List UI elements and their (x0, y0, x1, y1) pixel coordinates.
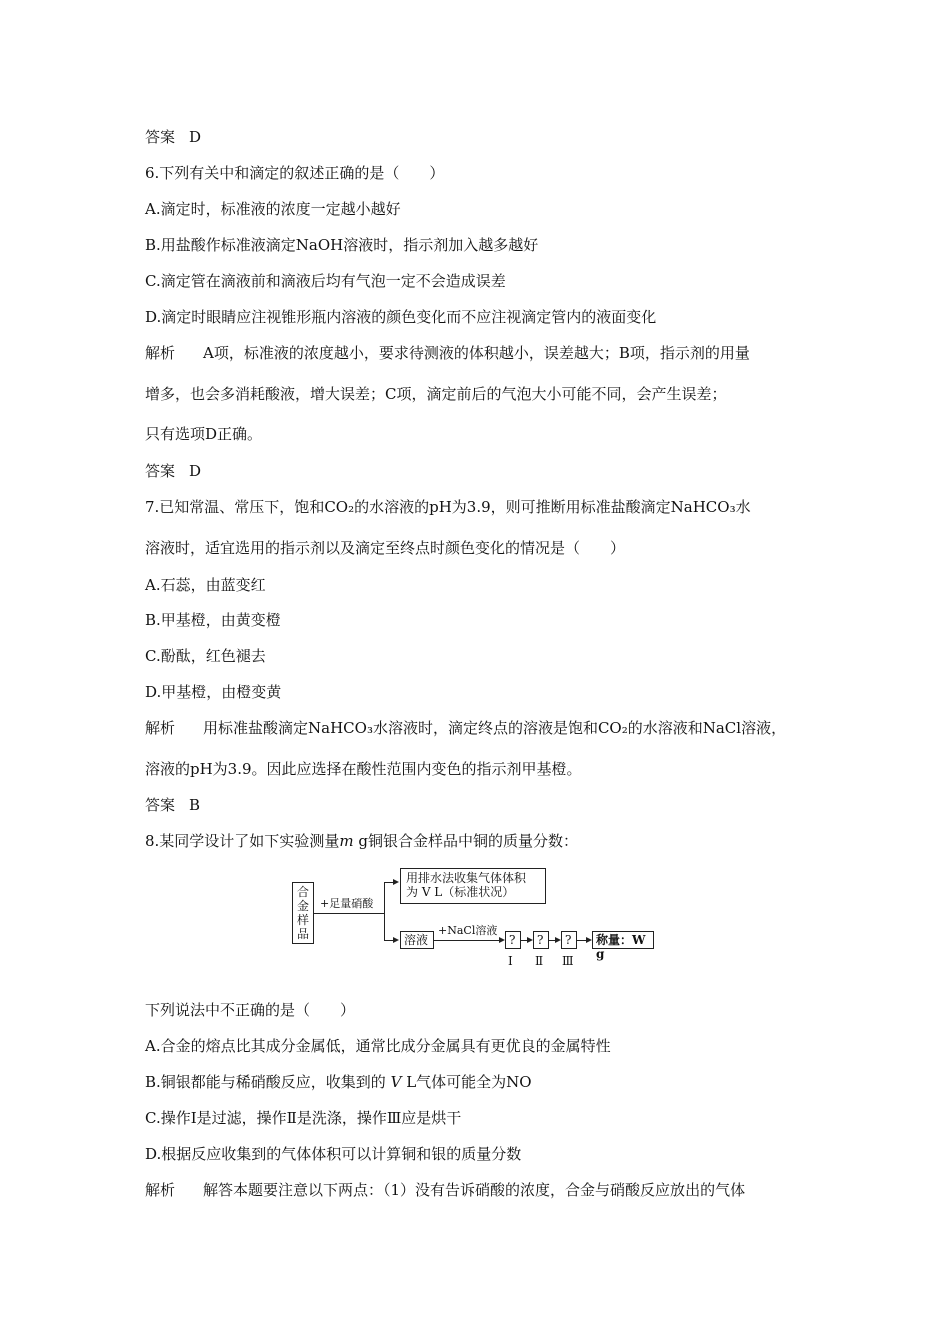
q6-stem: 6.下列有关中和滴定的叙述正确的是（ ） (145, 164, 445, 182)
q7-analysis-line-2: 溶液的pH为3.9。因此应选择在酸性范围内变色的指示剂甲基橙。 (145, 760, 582, 778)
analysis-label: 解析 (145, 344, 176, 362)
experiment-flow-diagram (290, 868, 670, 978)
q8-option-a: A.合金的熔点比其成分金属低，通常比成分金属具有更优良的金属特性 (145, 1037, 611, 1055)
gas-collection-box (400, 868, 546, 904)
step-label-2: Ⅱ (535, 954, 544, 968)
analysis-text: 用标准盐酸滴定NaHCO₃水溶液时，滴定终点的溶液是饱和CO₂的水溶液和NaCl溶液， (203, 719, 787, 737)
q7-option-c: C.酚酞，红色褪去 (145, 647, 266, 665)
q7-answer (145, 795, 200, 815)
step-1-box: ? (505, 931, 521, 949)
q8-analysis-line-1 (145, 1180, 745, 1200)
alloy-sample-box: 合金样品 (292, 882, 314, 944)
option-b-text-end: L气体可能全为NO (406, 1073, 532, 1091)
q6-answer (145, 461, 201, 481)
analysis-text: 解答本题要注意以下两点：（1）没有告诉硝酸的浓度，合金与硝酸反应放出的气体 (203, 1181, 746, 1199)
q7-option-d: D.甲基橙，由橙变黄 (145, 683, 282, 701)
analysis-label: 解析 (145, 719, 176, 737)
answer-label: 答案 (145, 462, 176, 480)
q7-analysis-line-1 (145, 718, 786, 738)
reagent-nacl-label: +NaCl溶液 (438, 924, 498, 937)
answer-value: D (189, 462, 202, 480)
answer-label: 答案 (145, 128, 176, 146)
q6-option-b: B.用盐酸作标准液滴定NaOH溶液时，指示剂加入越多越好 (145, 236, 539, 254)
q8-question: 下列说法中不正确的是（ ） (145, 1001, 356, 1019)
q7-option-b: B.甲基橙，由黄变橙 (145, 611, 281, 629)
stem-text-end: g铜银合金样品中铜的质量分数： (358, 832, 578, 850)
analysis-label: 解析 (145, 1181, 176, 1199)
option-b-text: B.铜银都能与稀硝酸反应，收集到的 (145, 1073, 386, 1091)
q6-analysis-line-1 (145, 343, 750, 363)
q6-option-d: D.滴定时眼睛应注视锥形瓶内溶液的颜色变化而不应注视滴定管内的液面变化 (145, 308, 657, 326)
q7-stem-line-2: 溶液时，适宜选用的指示剂以及滴定至终点时颜色变化的情况是（ ） (145, 539, 626, 557)
answer-label: 答案 (145, 796, 176, 814)
gas-collection-line-1: 用排水法收集气体体积 (406, 871, 527, 885)
step-2-box: ? (533, 931, 549, 949)
answer-value: B (189, 796, 201, 814)
q5-answer (145, 127, 201, 147)
step-3-box: ? (561, 931, 577, 949)
q7-option-a: A.石蕊，由蓝变红 (145, 576, 266, 594)
q7-stem-line-1: 7.已知常温、常压下，饱和CO₂的水溶液的pH为3.9，则可推断用标准盐酸滴定NaHCO₃水 (145, 498, 751, 516)
solution-box: 溶液 (400, 931, 434, 949)
step-label-3: Ⅲ (562, 954, 574, 968)
q6-option-a: A.滴定时，标准液的浓度一定越小越好 (145, 200, 401, 218)
answer-value: D (189, 128, 202, 146)
weigh-box: 称量：W g (592, 931, 654, 949)
q6-option-c: C.滴定管在滴液前和滴液后均有气泡一定不会造成误差 (145, 272, 506, 290)
q8-option-c: C.操作Ⅰ是过滤，操作Ⅱ是洗涤，操作Ⅲ应是烘干 (145, 1109, 462, 1127)
variable-v: V (390, 1073, 402, 1091)
gas-collection-line-2: 为 V L（标准状况） (406, 885, 515, 899)
q8-stem (145, 831, 578, 851)
q6-analysis-line-3: 只有选项D正确。 (145, 425, 263, 443)
step-label-1: Ⅰ (508, 954, 513, 968)
reagent-nitric-acid-label: +足量硝酸 (320, 897, 374, 910)
q8-option-d: D.根据反应收集到的气体体积可以计算铜和银的质量分数 (145, 1145, 522, 1163)
q6-analysis-line-2: 增多，也会多消耗酸液，增大误差；C项，滴定前后的气泡大小可能不同，会产生误差； (145, 385, 727, 403)
q8-option-b (145, 1072, 532, 1092)
analysis-text: A项，标准液的浓度越小，要求待测液的体积越小，误差越大；B项，指示剂的用量 (203, 344, 750, 362)
variable-m: m (339, 832, 354, 850)
stem-text: 8.某同学设计了如下实验测量 (145, 832, 340, 850)
